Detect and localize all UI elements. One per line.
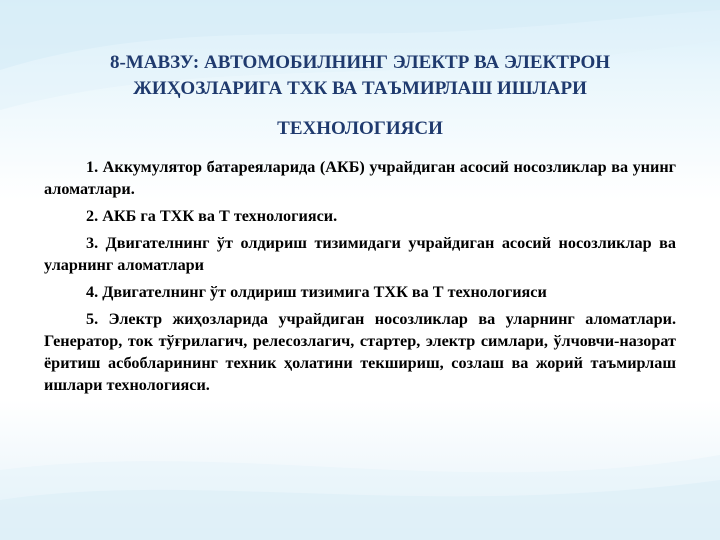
- topic-list: [44, 156, 676, 401]
- title-line-1: 8-МАВЗУ: АВТОМОБИЛНИНГ ЭЛЕКТР ВА ЭЛЕКТРОН: [109, 52, 611, 73]
- list-item: 4. Двигателнинг ўт олдириш тизимига ТХК ва Т технологияси: [86, 283, 547, 301]
- list-item: 5. Электр жиҳозларида учрайдиган носозликлар ва уларнинг аломатлари. Генератор, ток тўғрилагич, релесозлагич, стартер, электр симлари, ўлчовчи-назорат ёритиш асбобларининг техник ҳолатини текшириш, созлаш ва жорий таъмирлаш ишлари технологияси.: [44, 310, 676, 394]
- slide-title: [40, 50, 680, 142]
- title-line-2: ЖИҲОЗЛАРИГА ТХК ВА ТАЪМИРЛАШ ИШЛАРИ: [133, 78, 587, 99]
- wave-bottom-light: [0, 455, 720, 540]
- list-item: 3. Двигателнинг ўт олдириш тизимидаги учрайдиган асосий носозликлар ва уларнинг аломатлари: [44, 234, 676, 274]
- list-item: 1. Аккумулятор батареяларида (АКБ) учрайдиган асосий носозликлар ва унинг аломатлари.: [44, 158, 676, 198]
- list-item: 2. АКБ га ТХК ва Т технологияси.: [86, 207, 338, 225]
- title-line-3: ТЕХНОЛОГИЯСИ: [277, 118, 443, 139]
